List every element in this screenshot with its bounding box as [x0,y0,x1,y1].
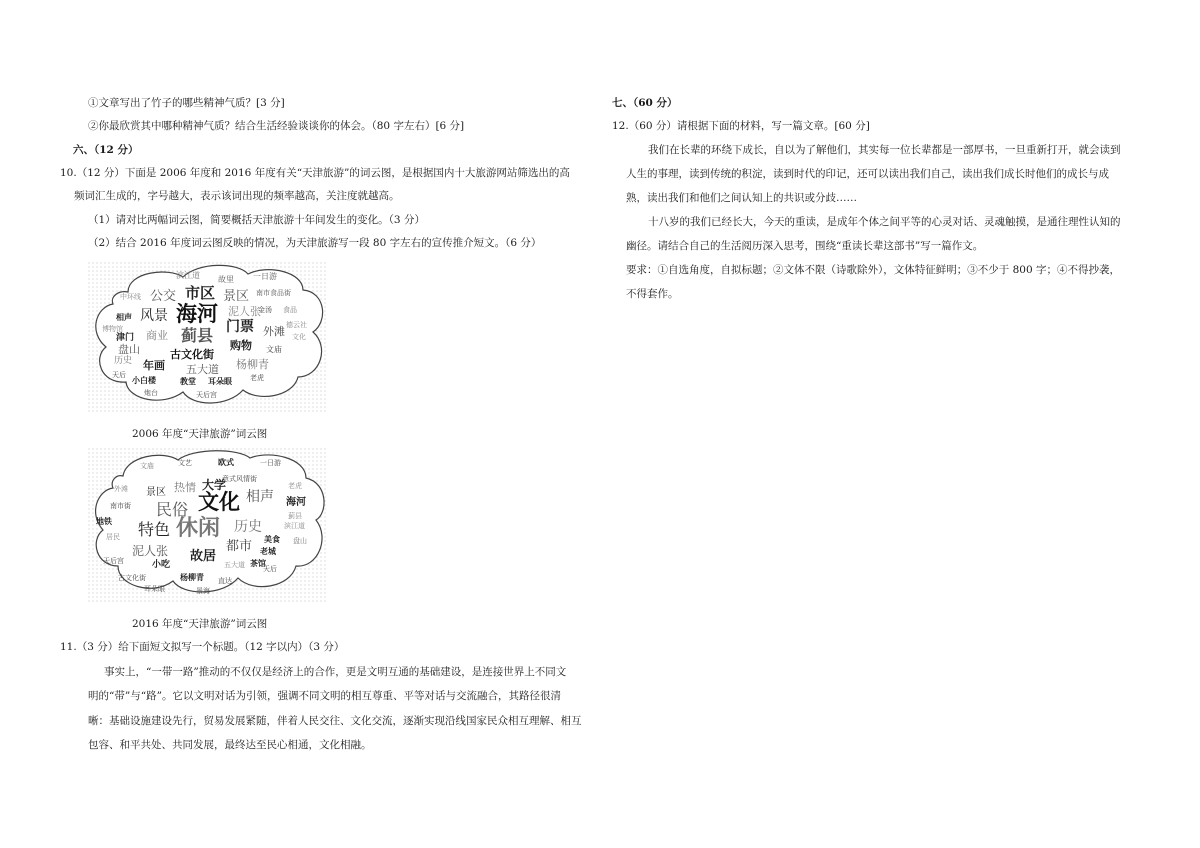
cloud-2016-word: 民俗 [156,500,189,519]
cloud-2016-word: 大学 [202,478,227,492]
cloud-2016-word: 都市 [226,539,253,554]
cloud-2016-word: 热情 [174,481,196,494]
cloud-2006-word: 蓟县 [181,326,214,345]
cloud-2006-word: 五大道 [186,363,219,376]
q10-line-2: 频词汇生成的，字号越大，表示该词出现的频率越高，关注度就越高。 [74,190,400,202]
cloud-2016-word: 古文化街 [118,574,146,582]
cloud-2006-word: 门票 [226,319,254,335]
cloud-2006-word: 天后宫 [196,391,217,399]
q11-line-3: 晰：基础设施建设先行，贸易发展紧随，伴着人民交往、文化交流，逐渐实现沿线国家民众相互理解、相互 [88,715,582,727]
cloud-2016-word: 特色 [138,520,171,539]
cloud-2016-word: 文化 [198,490,240,514]
cloud-2006-word: 老虎 [250,374,264,382]
cloud-2006-word: 教堂 [180,377,196,386]
cloud-2016-word: 泥人张 [132,544,169,558]
cloud-2016-word: 茶馆 [250,559,266,568]
cloud-2016-word: 欧式 [218,458,234,467]
cloud-2006-word: 景区 [223,289,250,304]
cloud-2006-word: 一日游 [253,272,277,281]
cloud-2006-word: 炮台 [144,389,158,397]
q10-sub-1: （1）请对比两幅词云图，简要概括天津旅游十年间发生的变化。（3 分） [88,214,425,226]
cloud-2006-word: 天后 [112,371,126,379]
q11-line-2: 明的“带”与“路”。它以文明对话为引领，强调不同文明的相互尊重、平等对话与交流融合，其路径很清 [88,690,561,702]
cloud-2006-word: 耳朵眼 [208,377,232,386]
word-cloud-2016 [88,448,328,603]
cloud-2006-word: 博物馆 [102,325,123,333]
cloud-2016-word: 休闲 [176,516,221,541]
cloud-2016-word: 故居 [190,549,217,564]
cloud-2016-word: 盘山 [293,537,307,545]
cloud-2016-word: 直达 [218,577,232,585]
cloud-2016-word: 老城 [260,547,276,556]
cloud-2016-word: 景海 [196,587,210,595]
cloud-2006-word: 相声 [116,313,132,322]
cloud-2006-word: 食品 [283,306,297,314]
cloud-2006-word: 海河 [176,302,218,326]
cloud-2016-word: 小吃 [152,560,171,570]
cloud-2016-word: 杨柳青 [180,573,204,582]
cloud-2006-word: 公交 [150,289,177,304]
cloud-2016-word: 景区 [146,487,166,498]
cloud-2006-word: 中环线 [120,293,141,301]
q10-sub-2: （2）结合 2016 年度词云图反映的情况，为天津旅游写一段 80 字左右的宣传推介短文。（6 分） [88,237,542,249]
cloud-2016-word: 地铁 [96,517,112,526]
cloud-2006-word: 滨江道 [176,271,200,280]
section-7-heading: 七、（60 分） [612,97,678,109]
q12-line-1: 我们在长辈的环绕下成长，自以为了解他们，其实每一位长辈都是一部厚书，一旦重新打开，就会读到 [648,144,1121,156]
cloud-2016-word: 相声 [246,489,274,505]
cloud-2016-word: 文艺 [178,459,192,467]
cloud-2006-word: 杨柳青 [236,358,269,371]
cloud-2006-word: 历史 [114,356,133,366]
q12-line-6: 要求：①自选角度，自拟标题；②文体不限（诗歌除外），文体特征鲜明；③不少于 800 字；④不得抄袭， [626,264,1120,276]
q11-line-1: 事实上，“一带一路”推动的不仅仅是经济上的合作，更是文明互通的基础建设，是连接世界上不同文 [104,666,567,678]
cloud-2016-word: 老虎 [288,482,302,490]
cloud-2006-word: 购物 [230,339,252,352]
cloud-2016-word: 意式风情街 [222,475,257,483]
cloud-2016-caption: 2016 年度“天津旅游”词云图 [132,618,268,630]
cloud-2006-word: 德云社 [286,321,307,329]
cloud-2016-word: 海河 [286,497,306,508]
cloud-2016-word: 历史 [234,519,262,535]
cloud-2016-word: 蓟县 [288,512,302,520]
cloud-2006-word: 年画 [143,359,165,372]
q11-line-4: 包容、和平共处、共同发展，最终达至民心相通，文化相融。 [88,739,372,751]
cloud-2016-word: 五大道 [224,561,245,569]
cloud-2016-word: 文庙 [140,462,154,470]
q12-line-2: 人生的事理，读到传统的积淀，读到时代的印记，还可以读出我们自己，读出我们成长时他们的成长与成 [626,168,1109,180]
cloud-2006-word: 商业 [146,329,168,342]
q12-line-4: 十八岁的我们已经长大，今天的重读，是成年个体之间平等的心灵对话、灵魂触摸，是通往理性认知的 [648,216,1121,228]
cloud-2016-word: 一日游 [260,459,281,467]
section-6-heading: 六、（12 分） [73,144,139,156]
cloud-2016-word: 居民 [106,533,120,541]
cloud-2006-word: 津门 [116,333,135,343]
cloud-2016-word: 天后宫 [103,557,124,565]
q12-line-7: 不得套作。 [626,288,679,300]
q12-heading: 12.（60 分）请根据下面的材料，写一篇文章。[60 分] [612,120,870,132]
cloud-2016-word: 美食 [264,535,280,544]
cloud-2006-word: 南市食品街 [256,289,291,297]
cloud-2006-word: 故里 [218,275,234,284]
cloud-2006-word: 文庙 [266,345,282,354]
q12-line-5: 幽径。请结合自己的生活阅历深入思考，围绕“重读长辈这部书”写一篇作文。 [626,240,984,252]
cloud-2016-word: 耳朵眼 [144,585,165,593]
q10-line-1: 10.（12 分）下面是 2006 年度和 2016 年度有关“天津旅游”的词云图，是根据国内十大旅游网站筛选出的高 [60,167,570,179]
cloud-2016-word: 滨江道 [284,522,305,530]
cloud-2006-word: 金汤 [258,306,272,314]
cloud-2016-word: 外滩 [114,485,128,493]
q11-heading: 11.（3 分）给下面短文拟写一个标题。（12 字以内）（3 分） [60,641,345,653]
cloud-2006-word: 古文化街 [170,348,214,361]
cloud-2016-word: 南市街 [110,502,131,510]
cloud-2006-word: 文化 [292,333,306,341]
cloud-2006-word: 市区 [185,284,216,302]
cloud-2016-word: 天后 [263,565,277,573]
cloud-2006-word: 外滩 [263,325,285,338]
q9-item-2: ②你最欣赏其中哪种精神气质？结合生活经验谈谈你的体会。（80 字左右）[6 分] [88,120,465,132]
word-cloud-2006 [88,262,328,412]
q12-line-3: 熟，读出我们和他们之间认知上的共识或分歧…… [626,192,857,204]
q9-item-1: ①文章写出了竹子的哪些精神气质？[3 分] [88,97,285,109]
cloud-2006-caption: 2006 年度“天津旅游”词云图 [132,428,268,440]
cloud-2006-word: 盘山 [118,343,140,356]
cloud-2006-word: 小白楼 [132,376,156,385]
cloud-2006-word: 泥人张 [228,305,261,318]
cloud-2006-word: 风景 [140,308,168,324]
